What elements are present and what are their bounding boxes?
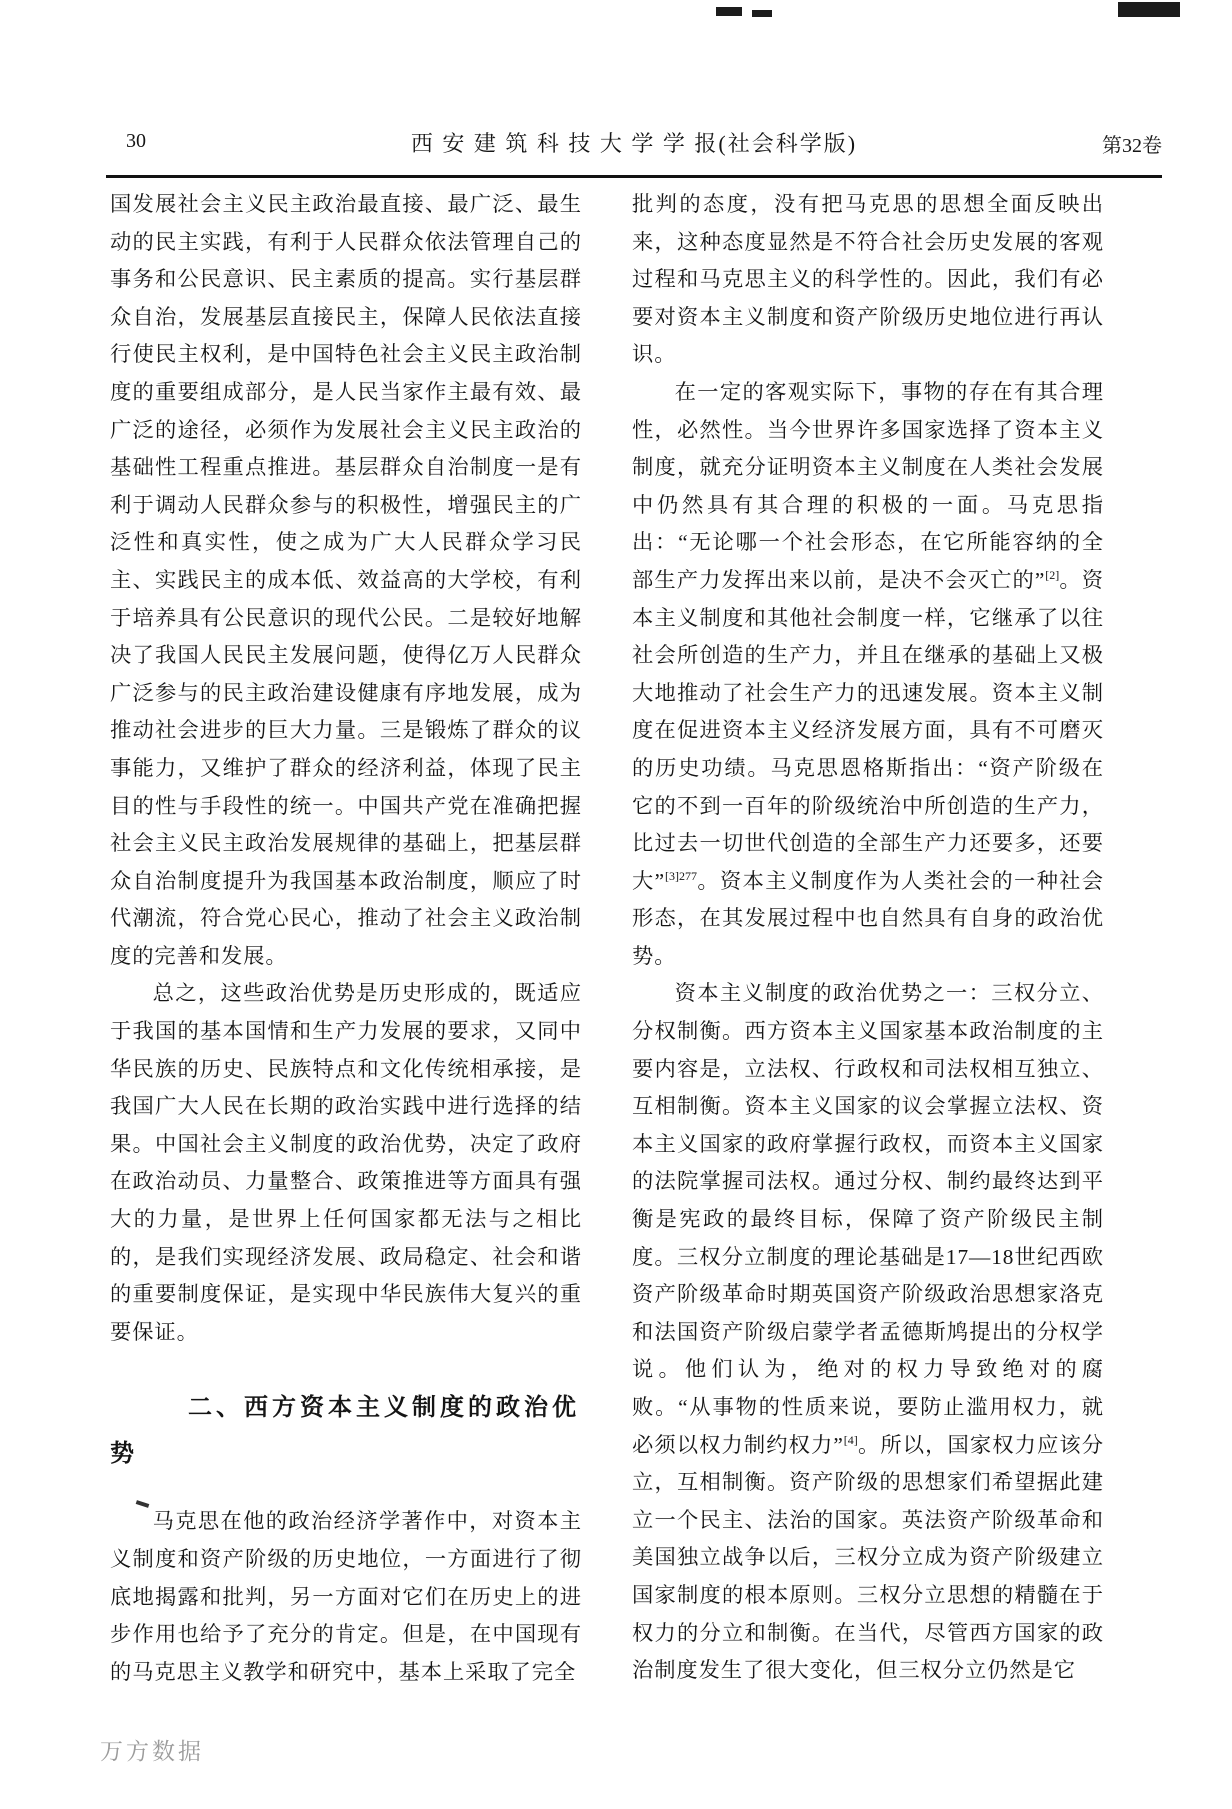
paragraph: 在一定的客观实际下，事物的存在有其合理性，必然性。当今世界许多国家选择了资本主义制度，就充分证明资本主义制度在人类社会发展中仍然具有其合理的积极的一面。马克思指出：“无论哪一个社会形态，在它所能容纳的全部生产力发挥出来以前，是决不会灭亡的”[2]。资本主义制度和其他社会制度一样，它继承了以往社会所创造的生产力，并且在继承的基础上又极大地推动了社会生产力的迅速发展。资本主义制度在促进资本主义经济发展方面，具有不可磨灭的历史功绩。马克思恩格斯指出：“资产阶级在它的不到一百年的阶级统治中所创造的生产力，比过去一切世代创造的全部生产力还要多，还要大”$^{[3]277}$。资本主义制度作为人类社会的一种社会形态，在其发展过程中也自然具有自身的政治优势。 bbox=[632, 379, 1104, 968]
section-heading: 二、西方资本主义制度的政治优势 bbox=[110, 1395, 580, 1468]
scan-artifact bbox=[1118, 2, 1180, 17]
citation-ref: [3]277 bbox=[664, 868, 697, 883]
right-column bbox=[632, 186, 1104, 1690]
citation-ref: [4] bbox=[843, 1432, 858, 1447]
paragraph: 马克思在他的政治经济学著作中，对资本主义制度和资产阶级的历史地位，一方面进行了彻底地揭露和批判，另一方面对它们在历史上的进步作用也给予了充分的肯定。但是，在中国现有的马克思主义教学和研究中，基本上采取了完全 bbox=[110, 1509, 582, 1684]
paragraph: 批判的态度，没有把马克思的思想全面反映出来，这种态度显然是不符合社会历史发展的客观过程和马克思主义的科学性的。因此，我们有必要对资本主义制度和资产阶级历史地位进行再认识。 bbox=[632, 192, 1104, 367]
scan-artifact bbox=[716, 7, 742, 16]
watermark: 万方数据 bbox=[100, 1739, 204, 1764]
volume-label: 第32卷 bbox=[1102, 135, 1162, 157]
citation-ref: [2] bbox=[1045, 567, 1060, 582]
page-number: 30 bbox=[126, 130, 146, 152]
paragraph: 总之，这些政治优势是历史形成的，既适应于我国的基本国情和生产力发展的要求，又同中华民族的历史、民族特点和文化传统相承接，是我国广大人民在长期的政治实践中进行选择的结果。中国社会主义制度的政治优势，决定了政府在政治动员、力量整合、政策推进等方面具有强大的力量，是世界上任何国家都无法与之相比的，是我们实现经济发展、政局稳定、社会和谐的重要制度保证，是实现中华民族伟大复兴的重要保证。 bbox=[110, 981, 582, 1344]
paragraph: 资本主义制度的政治优势之一：三权分立、分权制衡。西方资本主义国家基本政治制度的主要内容是，立法权、行政权和司法权相互独立、互相制衡。资本主义国家的议会掌握立法权、资本主义国家的政府掌握行政权，而资本主义国家的法院掌握司法权。通过分权、制约最终达到平衡是宪政的最终目标，保障了资产阶级民主制度。三权分立制度的理论基础是17—18世纪西欧资产阶级革命时期英国资产阶级政治思想家洛克和法国资产阶级启蒙学者孟德斯鸠提出的分权学说。他们认为，绝对的权力导致绝对的腐败。“从事物的性质来说，要防止滥用权力，就必须以权力制约权力”[4]。所以，国家权力应该分立，互相制衡。资产阶级的思想家们希望据此建立一个民主、法治的国家。英法资产阶级革命和美国独立战争以后，三权分立成为资产阶级建立国家制度的根本原则。三权分立思想的精髓在于权力的分立和制衡。在当代，尽管西方国家的政治制度发生了很大变化，但三权分立仍然是它 bbox=[632, 981, 1104, 1683]
journal-title: 西 安 建 筑 科 技 大 学 学 报(社会科学版) bbox=[410, 131, 858, 156]
header-rule bbox=[106, 175, 1162, 178]
left-column bbox=[110, 186, 582, 1691]
page-header bbox=[106, 122, 1162, 162]
scan-artifact bbox=[752, 10, 772, 17]
paragraph: 国发展社会主义民主政治最直接、最广泛、最生动的民主实践，有利于人民群众依法管理自己的事务和公民意识、民主素质的提高。实行基层群众自治，发展基层直接民主，保障人民依法直接行使民主权利，是中国特色社会主义民主政治制度的重要组成部分，是人民当家作主最有效、最广泛的途径，必须作为发展社会主义民主政治的基础性工程重点推进。基层群众自治制度一是有利于调动人民群众参与的积极性，增强民主的广泛性和真实性，使之成为广大人民群众学习民主、实践民主的成本低、效益高的大学校，有利于培养具有公民意识的现代公民。二是较好地解决了我国人民民主发展问题，使得亿万人民群众广泛参与的民主政治建设健康有序地发展，成为推动社会进步的巨大力量。三是锻炼了群众的议事能力，又维护了群众的经济利益，体现了民主目的性与手段性的统一。中国共产党在准确把握社会主义民主政治发展规律的基础上，把基层群众自治制度提升为我国基本政治制度，顺应了时代潮流，符合党心民心，推动了社会主义政治制度的完善和发展。 bbox=[110, 192, 582, 968]
